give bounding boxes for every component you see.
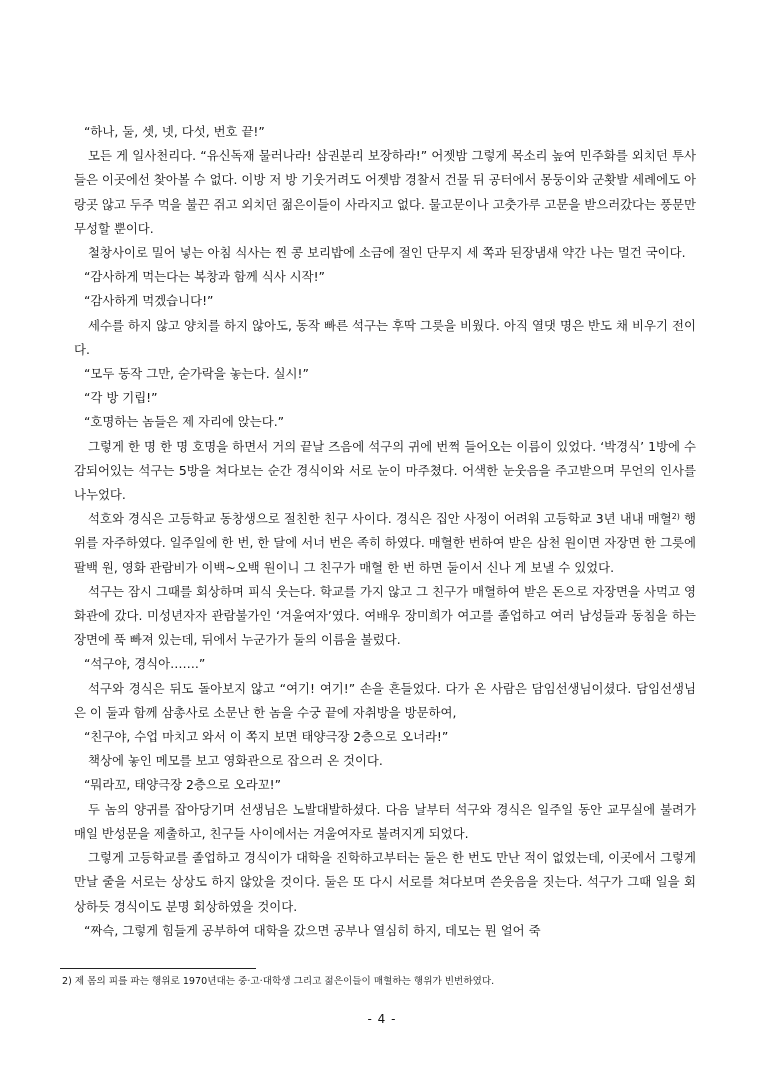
dialogue: “뭐라꼬, 태양극장 2층으로 오라꼬!” <box>84 777 282 793</box>
paragraph: 철창사이로 밀어 넣는 아침 식사는 찐 콩 보리밥에 소금에 절인 단무지 세 쪽과 된장냄새 약간 나는 멀건 국이다. <box>88 245 686 261</box>
paragraph: 세수를 하지 않고 양치를 하지 않아도, 동작 빠른 석구는 후딱 그릇을 비웠다. 아직 열댓 명은 반도 채 비우기 전이다. <box>74 317 696 357</box>
body-text <box>74 120 696 943</box>
paragraph: 석구와 경식은 뒤도 돌아보지 않고 “여기! 여기!” 손을 흔들었다. 다가 온 사람은 담임선생님이셨다. 담임선생님은 이 둘과 함께 삼총사로 소문난 한 놈을 수궁 끝에 자취방을 방문하여, <box>74 680 696 720</box>
footnote-reference: 2) <box>671 512 680 522</box>
dialogue: “석구야, 경식아…….” <box>84 656 206 672</box>
paragraph-with-footnote: 석호와 경식은 고등학교 동창생으로 절친한 친구 사이다. 경식은 집안 사정이 어려워 고등학교 3년 내내 매혈$^{2)}$ 행위를 자주하였다. 일주일에 한 번, 한 달에 서너 번은 족히 하였다. 매혈한 번하여 받은 삼천 원이면 자장면 한 그릇에 팔백 원, 영화 관람비가 이백~오백 원이니 그 친구가 매혈 한 번 하면 둘이서 신나 게 보낼 수 있었다. <box>74 511 696 575</box>
dialogue: “친구야, 수업 마치고 와서 이 쪽지 보면 태양극장 2층으로 오너라!” <box>84 729 449 745</box>
dialogue: “각 방 기립!” <box>84 390 158 406</box>
page-number: - 4 - <box>367 1012 397 1026</box>
footnote: 2) 제 몸의 피를 파는 행위로 1970년대는 중·고·대학생 그리고 젊은이들이 매혈하는 행위가 빈번하였다. <box>62 976 495 987</box>
paragraph: 두 놈의 양귀를 잡아당기며 선생님은 노발대발하셨다. 다음 날부터 석구와 경식은 일주일 동안 교무실에 불려가 매일 반성문을 제출하고, 친구들 사이에서는 겨울여자로 불려지게 되었다. <box>74 801 696 841</box>
dialogue: “짜슥, 그렇게 힘들게 공부하여 대학을 갔으면 공부나 열심히 하지, 데모는 뭔 얼어 죽 <box>84 922 541 938</box>
dialogue: “모두 동작 그만, 숟가락을 놓는다. 실시!” <box>84 366 309 382</box>
footnote-divider <box>60 968 256 969</box>
dialogue: “호명하는 놈들은 제 자리에 앉는다.” <box>84 414 285 430</box>
dialogue: “하나, 둘, 셋, 넷, 다섯, 번호 끝!” <box>84 124 265 139</box>
paragraph: 책상에 놓인 메모를 보고 영화관으로 잡으러 온 것이다. <box>88 753 383 769</box>
dialogue: “감사하게 먹는다는 복창과 함께 식사 시작!” <box>84 269 325 285</box>
paragraph: 석구는 잠시 그때를 회상하며 피식 웃는다. 학교를 가지 않고 그 친구가 매혈하여 받은 돈으로 자장면을 사먹고 영화관에 갔다. 미성년자자 관람불가인 ‘겨울여자’였다. 여배우 장미희가 여고를 졸업하고 여러 남성들과 동침을 하는 장면에 푹 빠져 있는데, 뒤에서 누군가가 둘의 이름을 불렀다. <box>74 583 696 648</box>
dialogue: “감사하게 먹겠습니다!” <box>84 293 214 309</box>
paragraph: 그렇게 한 명 한 명 호명을 하면서 거의 끝날 즈음에 석구의 귀에 번쩍 들어오는 이름이 있었다. ‘박경식’ 1방에 수감되어있는 석구는 5방을 쳐다보는 순간 경식이와 서로 눈이 마주쳤다. 어색한 눈웃음을 주고받으며 무언의 인사를 나누었다. <box>74 438 696 503</box>
paragraph: 그렇게 고등학교를 졸업하고 경식이가 대학을 진학하고부터는 둘은 한 번도 만난 적이 없었는데, 이곳에서 그렇게 만날 줄을 서로는 상상도 하지 않았을 것이다. 둘은 또 다시 서로를 쳐다보며 쓴웃음을 짓는다. 석구가 그때 일을 회상하듯 경식이도 분명 회상하였을 것이다. <box>74 850 696 914</box>
paragraph: 모든 게 일사천리다. “유신독재 물러나라! 삼권분리 보장하라!” 어젯밤 그렇게 목소리 높여 민주화를 외치던 투사들은 이곳에선 찾아볼 수 없다. 이방 저 방 기웃거려도 어젯밤 경찰서 건물 뒤 공터에서 몽둥이와 군홧발 세례에도 아랑곳 않고 두주 먹을 불끈 쥐고 외치던 젊은이들이 사라지고 없다. 물고문이나 고춧가루 고문을 받으러갔다는 풍문만 무성할 뿐이다. <box>74 148 697 236</box>
